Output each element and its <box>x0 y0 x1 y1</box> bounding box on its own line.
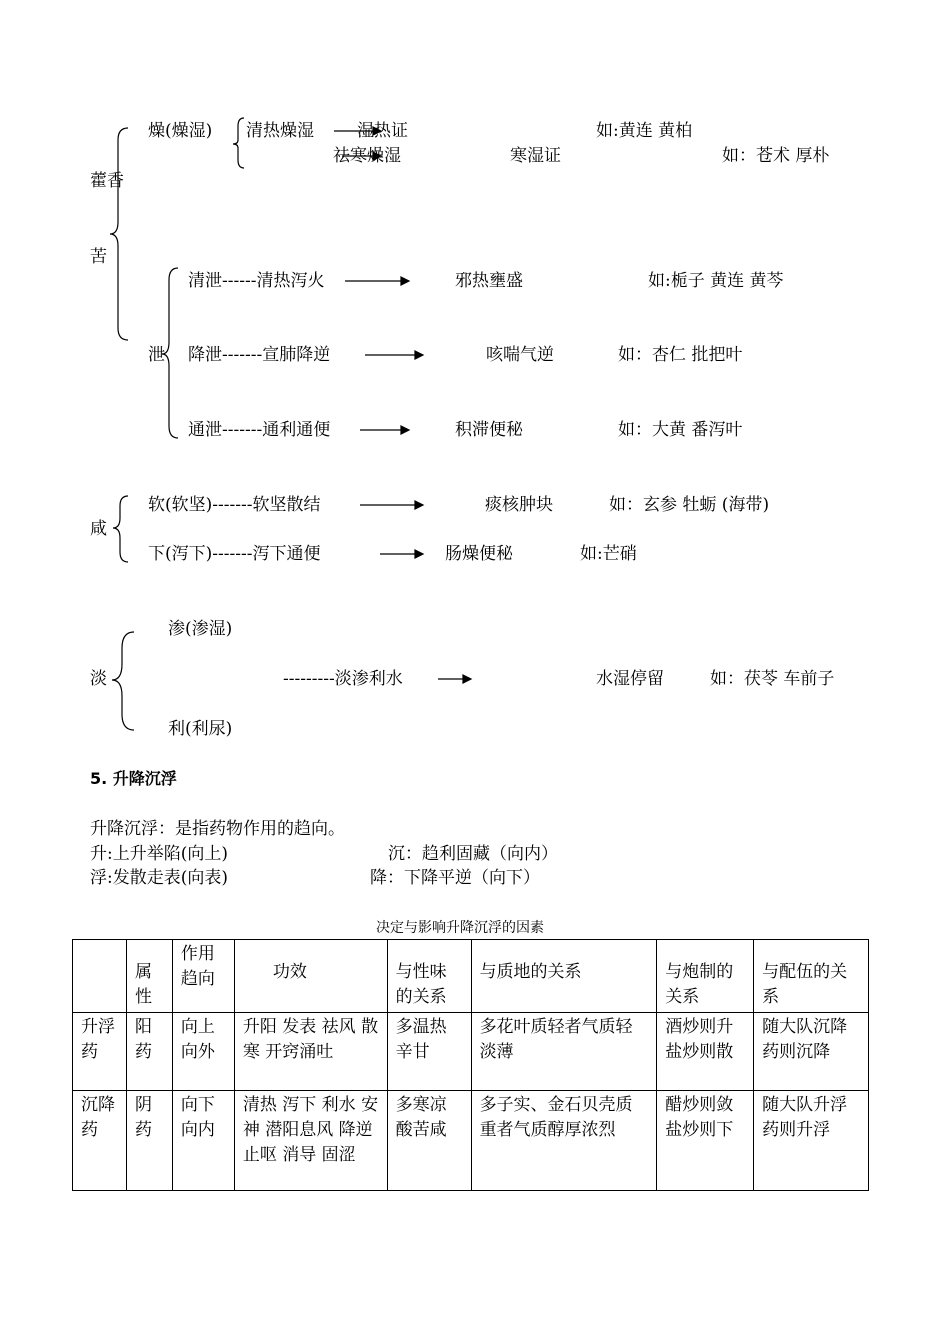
brace-dan <box>112 632 134 730</box>
label-dan: 淡 <box>90 669 107 689</box>
label-qihan-zaoshi: 祛寒燥湿 <box>333 146 401 166</box>
example-7: 如:芒硝 <box>580 544 637 564</box>
factors-table <box>72 939 869 1191</box>
label-xie: 泄 <box>148 345 165 365</box>
label-tongxie: 通泄-------通利通便 <box>188 420 331 440</box>
table-row <box>73 1091 869 1191</box>
header-cell: 属性 <box>126 940 172 1013</box>
header-cell: 与质地的关系 <box>471 940 657 1013</box>
label-kechuan: 咳喘气逆 <box>486 345 554 365</box>
table-header-row <box>73 940 869 1013</box>
table-cell: 多温热 辛甘 <box>387 1013 471 1091</box>
table-cell: 向下向内 <box>172 1091 234 1191</box>
example-6: 如：玄参 牡蛎 (海带) <box>609 495 770 515</box>
table-cell: 多寒凉酸苦咸 <box>387 1091 471 1191</box>
table-cell: 沉降药 <box>73 1091 127 1191</box>
brace-xian <box>113 496 128 562</box>
label-huoxiang: 藿香 <box>90 171 124 191</box>
definition-text: 升降沉浮：是指药物作用的趋向。 <box>90 819 345 839</box>
table-cell: 酒炒则升盐炒则散 <box>657 1013 754 1091</box>
header-cell: 与性味的关系 <box>387 940 471 1013</box>
label-jiangxie: 降泄-------宣肺降逆 <box>188 345 331 365</box>
header-cell: 与配伍的关系 <box>754 940 869 1013</box>
example-4: 如：杏仁 批把叶 <box>618 345 743 365</box>
example-8: 如：茯苓 车前子 <box>710 669 835 689</box>
jiang-text: 降：下降平逆（向下） <box>370 868 540 888</box>
header-cell: 与炮制的关系 <box>657 940 754 1013</box>
label-jizhi: 积滞便秘 <box>455 420 523 440</box>
table-cell: 多花叶质轻者气质轻淡薄 <box>471 1013 657 1091</box>
example-2: 如：苍术 厚朴 <box>722 146 830 166</box>
table-cell: 多子实、金石贝壳质重者气质醇厚浓烈 <box>471 1091 657 1191</box>
table-cell: 随大队升浮药则升浮 <box>754 1091 869 1191</box>
label-hanshi-zheng: 寒湿证 <box>510 146 561 166</box>
header-cell: 功效 <box>234 940 387 1013</box>
label-qingxie: 清泄------清热泻火 <box>188 271 325 291</box>
table-cell: 醋炒则敛盐炒则下 <box>657 1091 754 1191</box>
label-changzao: 肠燥便秘 <box>445 544 513 564</box>
example-3: 如:栀子 黄连 黄芩 <box>648 271 784 291</box>
brace-zao <box>233 118 244 168</box>
example-1: 如:黄连 黄柏 <box>596 121 693 141</box>
label-li: 利(利尿) <box>168 719 233 739</box>
label-shen: 渗(渗湿) <box>168 619 233 639</box>
label-tanhe: 痰核肿块 <box>485 495 553 515</box>
table-cell: 升浮药 <box>73 1013 127 1091</box>
label-ruan: 软(软坚)-------软坚散结 <box>148 495 321 515</box>
section-heading: 5. 升降沉浮 <box>90 769 177 788</box>
table-cell: 阴药 <box>126 1091 172 1191</box>
table-cell: 升阳 发表 祛风 散寒 开窍涌吐 <box>234 1013 387 1091</box>
chen-text: 沉：趋利固藏（向内） <box>388 844 558 864</box>
sheng-text: 升:上升举陷(向上) <box>90 844 228 864</box>
table-cell: 向上向外 <box>172 1013 234 1091</box>
table-cell: 阳药 <box>126 1013 172 1091</box>
example-5: 如：大黄 番泻叶 <box>618 420 743 440</box>
label-shuishi: 水湿停留 <box>596 669 664 689</box>
arrows <box>334 127 471 683</box>
label-danshen: ---------淡渗利水 <box>283 669 403 689</box>
label-xiere: 邪热壅盛 <box>455 271 523 291</box>
table-row <box>73 1013 869 1091</box>
label-xian: 咸 <box>90 519 107 539</box>
label-xia: 下(泻下)-------泻下通便 <box>148 544 321 564</box>
label-shire-zheng: 湿热证 <box>357 121 408 141</box>
table-caption: 决定与影响升降沉浮的因素 <box>376 920 544 936</box>
fu-text: 浮:发散走表(向表) <box>90 868 228 888</box>
label-zao: 燥(燥湿) <box>148 121 213 141</box>
table-cell: 清热 泻下 利水 安神 潜阳息风 降逆 止呕 消导 固涩 <box>234 1091 387 1191</box>
table-cell: 随大队沉降药则沉降 <box>754 1013 869 1091</box>
header-cell <box>73 940 127 1013</box>
label-ku: 苦 <box>90 247 107 267</box>
label-qingre-zaoshi: 清热燥湿 <box>246 121 314 141</box>
brace-ku <box>110 128 128 340</box>
header-cell: 作用趋向 <box>172 940 234 1013</box>
